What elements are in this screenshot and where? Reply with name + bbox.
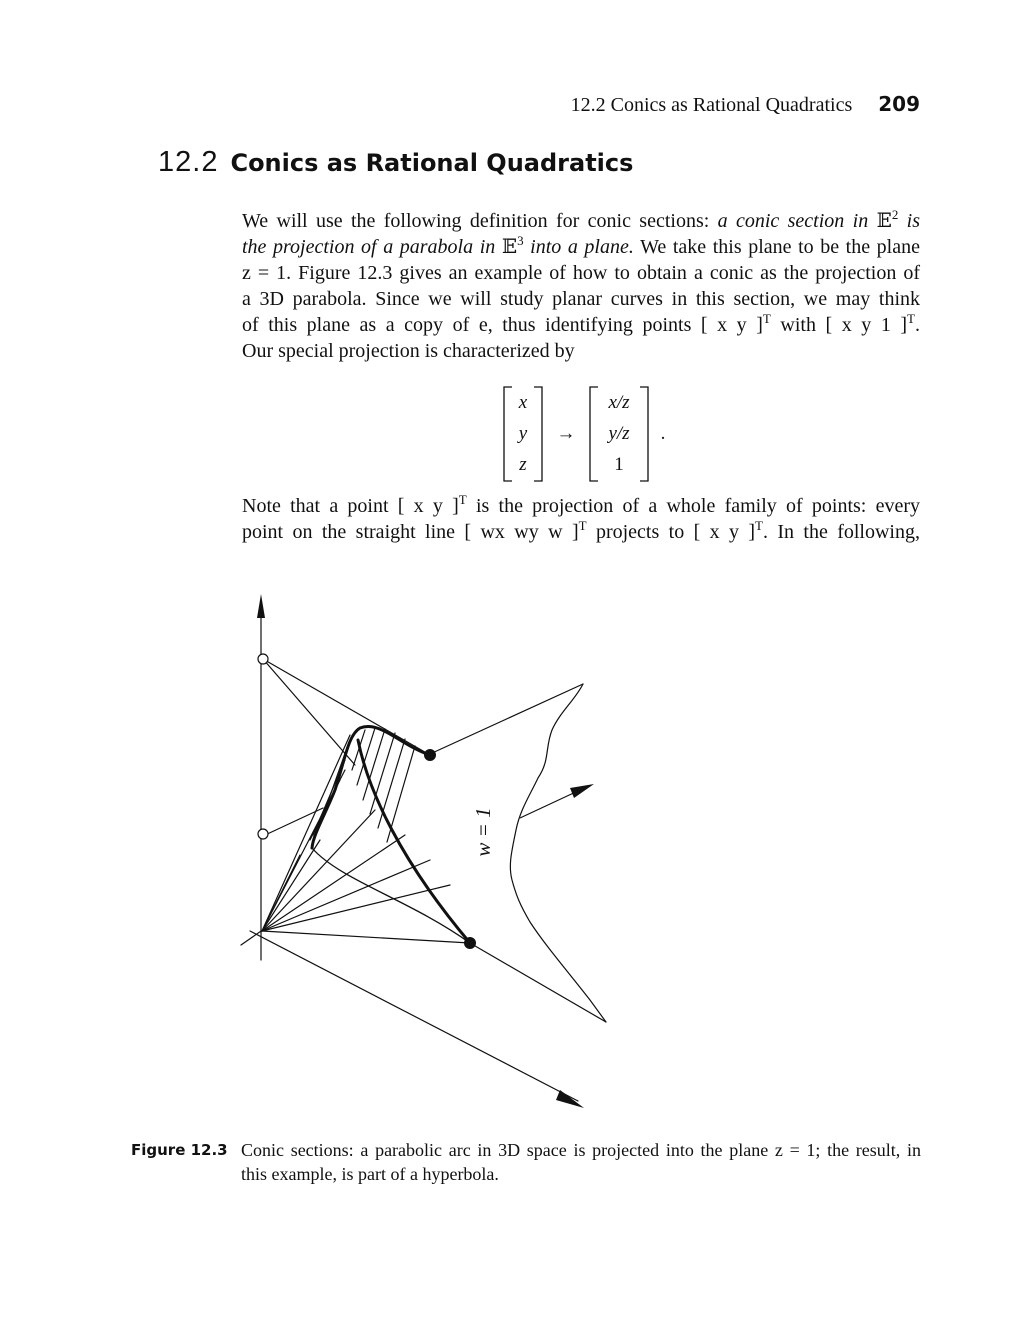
- horizontal-axis-arrowhead: [556, 1090, 584, 1108]
- section-number: 12.2: [158, 146, 219, 178]
- text-line: z = 1. Figure 12.3 gives an example of how to obtain a conic as the projection of: [242, 262, 920, 284]
- text-line: of this plane as a copy of e, thus identifying points [ x y ]$^T$ with [ x y 1 ]$^T$.: [242, 311, 920, 336]
- projected-hyperbola-arc: [358, 740, 470, 943]
- section-title: Conics as Rational Quadratics: [230, 149, 634, 177]
- bracket-right-close: [640, 387, 648, 481]
- ray-upper-to-arc: [263, 659, 355, 765]
- axis-point-lower: [258, 829, 268, 839]
- vector-right-one: 1: [614, 454, 624, 475]
- vector-right-x: x/z: [608, 392, 630, 413]
- plane-edge-bottom: [470, 943, 606, 1022]
- text-line: the projection of a parabola in 𝔼$^3$ into a plane. We take this plane to be the plane: [242, 233, 920, 258]
- ray-origin-to-endpoint: [262, 931, 470, 943]
- plane-label: w = 1: [471, 807, 495, 857]
- section-heading: [158, 146, 633, 179]
- equation-period: .: [660, 423, 666, 444]
- vector-left-y: y: [518, 423, 528, 444]
- running-head-title: 12.2 Conics as Rational Quadratics: [570, 94, 853, 116]
- caption-line: Conic sections: a parabolic arc in 3D space is projected into the plane z = 1; the result, in: [241, 1140, 921, 1160]
- paragraph-definition: [242, 208, 920, 364]
- vector-left-x: x: [518, 392, 528, 413]
- text-line: Note that a point [ x y ]$^T$ is the projection of a whole family of points: every: [242, 492, 920, 517]
- normal-arrow-shaft: [520, 790, 580, 818]
- paragraph-note: [242, 493, 920, 545]
- hatch-line: [378, 739, 405, 828]
- caption-text: [241, 1138, 921, 1186]
- projection-equation: [498, 384, 678, 484]
- text-line: a 3D parabola. Since we will study planar curves in this section, we may think: [242, 288, 920, 310]
- arc-endpoint-top: [424, 749, 436, 761]
- caption-line: this example, is part of a hyperbola.: [241, 1164, 499, 1184]
- ray-origin-fan: [262, 840, 320, 931]
- plane-edge-wavy: [510, 684, 606, 1022]
- page-number: 209: [878, 92, 920, 116]
- bracket-left-open: [504, 387, 512, 481]
- projected-arc-lower: [312, 848, 470, 943]
- bracket-left-close: [534, 387, 542, 481]
- hatch-line: [370, 733, 395, 814]
- maps-to-arrow: →: [556, 423, 576, 444]
- caption-label: Figure 12.3: [131, 1141, 228, 1159]
- text-line: We will use the following definition for conic sections: a conic section in 𝔼$^2$ is: [242, 207, 920, 232]
- plane-edge-top: [430, 684, 583, 754]
- arc-endpoint-bottom: [464, 937, 476, 949]
- vertical-axis-arrowhead: [257, 594, 265, 618]
- hatch-line: [357, 728, 375, 785]
- normal-arrowhead: [570, 784, 594, 798]
- vector-right-y: y/z: [608, 423, 630, 444]
- figure-12-3-conic-projection: [220, 585, 640, 1125]
- axis-point-upper: [258, 654, 268, 664]
- running-head: [400, 92, 920, 117]
- text-line: Our special projection is characterized by: [242, 340, 575, 362]
- horizontal-axis: [250, 931, 578, 1101]
- text-line: point on the straight line [ wx wy w ]$^T$ projects to [ x y ]$^T$. In the following,: [242, 518, 920, 543]
- bracket-right-open: [590, 387, 598, 481]
- vector-left-z: z: [519, 454, 527, 475]
